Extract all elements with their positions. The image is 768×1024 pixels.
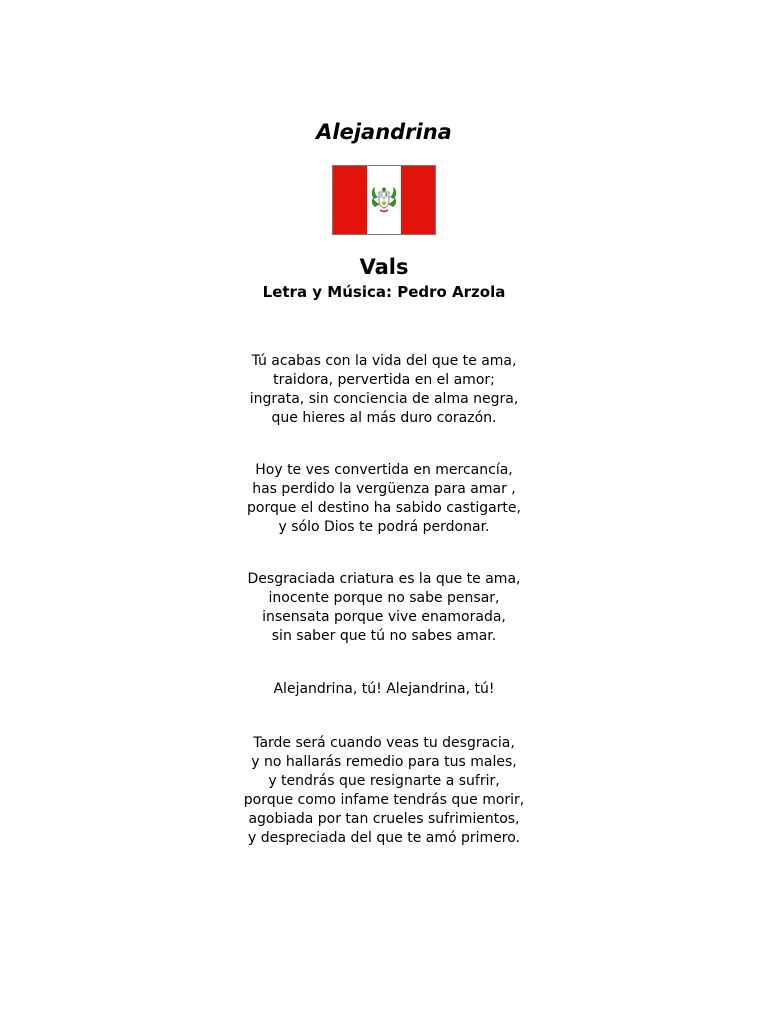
song-genre-heading: Vals <box>359 255 409 279</box>
lyric-line: que hieres al más duro corazón. <box>271 410 497 426</box>
lyric-line: ingrata, sin conciencia de alma negra, <box>249 391 519 407</box>
song-credit: Letra y Música: Pedro Arzola <box>262 283 506 301</box>
peru-flag-icon <box>332 165 436 235</box>
lyrics-chorus <box>0 680 768 699</box>
lyric-line: insensata porque vive enamorada, <box>262 609 506 625</box>
lyric-line: agobiada por tan crueles sufrimientos, <box>248 811 520 827</box>
lyric-line: has perdido la vergüenza para amar , <box>252 481 516 497</box>
lyric-line: sin saber que tú no sabes amar. <box>271 628 497 644</box>
lyric-line: inocente porque no sabe pensar, <box>268 590 500 606</box>
flag-white-band <box>367 166 401 234</box>
lyric-line: y no hallarás remedio para tus males, <box>251 754 517 770</box>
lyric-line: Hoy te ves convertida en mercancía, <box>255 462 513 478</box>
lyrics-stanza-3 <box>0 570 768 646</box>
flag-red-band-left <box>333 166 367 234</box>
lyrics-stanza-2 <box>0 461 768 537</box>
lyric-line: Tarde será cuando veas tu desgracia, <box>253 735 515 751</box>
lyric-line: Desgraciada criatura es la que te ama, <box>247 571 521 587</box>
lyrics-stanza-5 <box>0 734 768 848</box>
lyric-line: porque el destino ha sabido castigarte, <box>247 500 521 516</box>
coat-of-arms-icon <box>369 183 399 217</box>
lyric-line: y sólo Dios te podrá perdonar. <box>278 519 490 535</box>
lyric-line: porque como infame tendrás que morir, <box>243 792 525 808</box>
lyric-line: traidora, pervertida en el amor; <box>273 372 495 388</box>
lyric-line: Alejandrina, tú! Alejandrina, tú! <box>273 681 495 697</box>
lyric-line: Tú acabas con la vida del que te ama, <box>251 353 517 369</box>
lyric-line: y despreciada del que te amó primero. <box>247 830 520 846</box>
song-title: Alejandrina <box>316 120 452 144</box>
lyric-line: y tendrás que resignarte a sufrir, <box>268 773 500 789</box>
lyrics-stanza-1 <box>0 352 768 428</box>
flag-red-band-right <box>401 166 435 234</box>
